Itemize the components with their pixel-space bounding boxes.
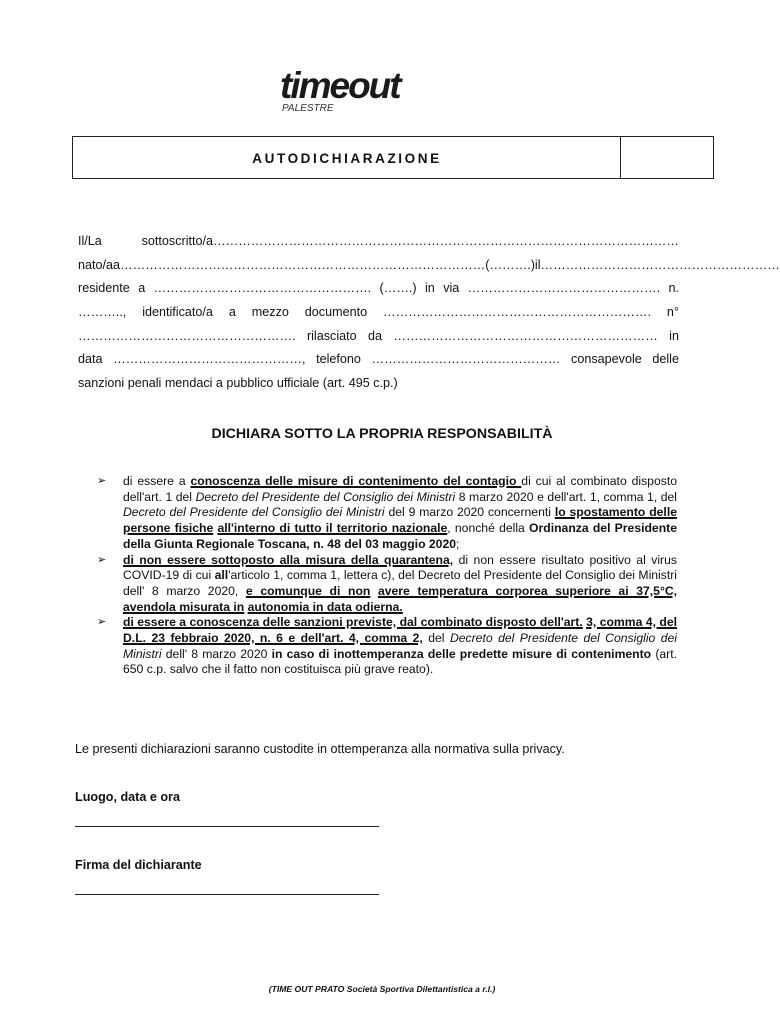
form-text: data [78, 352, 103, 367]
arrow-bullet-icon: ➢ [97, 475, 107, 487]
declaration-text: all'interno di tutto il territorio nazionale [217, 521, 448, 536]
form-text: telefono [316, 352, 361, 367]
form-text: rilasciato [306, 328, 357, 343]
signature-label: Firma del dichiarante [75, 858, 202, 872]
form-text: ……………………………………………. [78, 328, 296, 343]
declaration-text: ; [456, 536, 460, 551]
form-line [78, 304, 679, 328]
declaration-text: all [214, 568, 229, 583]
declaration-text: avere temperatura corporea superiore ai 37,5°C, avendola misurata in [123, 583, 678, 614]
declaration-text: di non essere risultato positivo al virus COVID-19 di cui [123, 552, 677, 583]
declaration-item [97, 615, 677, 678]
timeout-logo [280, 66, 460, 116]
declaration-heading: DICHIARA SOTTO LA PROPRIA RESPONSABILITÀ [211, 426, 553, 442]
declaration-item [97, 553, 677, 616]
form-text: documento [304, 305, 368, 320]
declaration-list [97, 474, 677, 678]
form-text: residente [78, 281, 130, 296]
declaration-text: del 9 marzo 2020 concernenti [384, 505, 555, 520]
form-text: in [669, 328, 679, 343]
declaration-text: e comunque di non [245, 583, 371, 598]
form-line [78, 328, 679, 352]
privacy-note: Le presenti dichiarazioni saranno custodite in ottemperanza alla normativa sulla privacy. [75, 742, 565, 756]
form-text: a [138, 281, 146, 296]
form-text: il………………………………………………… [534, 257, 780, 272]
form-line [78, 257, 780, 281]
form-text: ……………………………………………………… [393, 328, 658, 343]
form-text: identificato/a [142, 305, 213, 320]
personal-data-form [78, 233, 780, 399]
form-text: delle [652, 352, 679, 367]
document-title: AUTODICHIARAZIONE [252, 151, 442, 166]
title-box [72, 136, 714, 179]
declaration-text: 3, comma 4, del D.L. 23 febbraio 2020, n. 6 e dell'art. 4, comma 2, [123, 615, 677, 646]
declaration-item [97, 474, 677, 553]
form-line [78, 233, 679, 257]
declaration-text: di non essere sottoposto alla misura della quarantena, [123, 552, 454, 567]
arrow-bullet-icon: ➢ [97, 553, 107, 566]
place-date-time-label: Luogo, data e ora [75, 790, 180, 804]
declaration-text: Decreto del Presidente del Consiglio dei Ministri [123, 505, 385, 520]
logo-wordmark: timeout [280, 65, 400, 106]
form-line [78, 351, 679, 375]
declaration-text: di cui al combinato disposto dell'art. 1 del [123, 474, 677, 504]
form-text: ………………………………………. [467, 281, 661, 296]
form-text: nato/a [78, 257, 114, 272]
form-text: Il/La [78, 234, 102, 248]
footer-company-note: (TIME OUT PRATO Società Sportiva Dilettantistica a r.l.) [268, 984, 496, 994]
form-text: (…….) [379, 281, 417, 296]
form-text: n. [668, 281, 679, 296]
logo-subtitle: PALESTRE [282, 103, 334, 114]
arrow-bullet-icon: ➢ [97, 616, 107, 629]
form-text: sottoscritto/a………………………………………………………………………………………………… [141, 234, 679, 248]
form-text: a [228, 305, 236, 320]
form-line [78, 375, 679, 399]
declaration-text: di essere a conoscenza delle sanzioni previste, dal combinato disposto dell'art. [123, 615, 583, 630]
form-line [78, 280, 679, 304]
form-text: ……………………………………………. [153, 281, 372, 296]
form-text: ……………………………………… [371, 352, 561, 367]
form-text: in [425, 281, 435, 296]
declaration-text: in caso di inottemperanza delle predette misure di contenimento [271, 646, 652, 661]
form-text: da [367, 328, 382, 343]
title-box-empty-cell [620, 137, 714, 178]
form-text: consapevole [571, 352, 642, 367]
place-date-time-line[interactable] [75, 826, 379, 827]
declaration-text: Decreto del Presidente del Consiglio dei Ministri [123, 631, 678, 661]
declaration-text: di essere a [123, 474, 191, 488]
form-text: sanzioni penali mendaci a pubblico ufficiale (art. 495 c.p.) [78, 376, 398, 391]
declaration-text: Ordinanza del Presidente della Giunta Regionale Toscana, n. 48 del 03 maggio 2020 [123, 521, 677, 551]
form-text: via [443, 281, 460, 296]
form-text: ……….., [78, 305, 127, 320]
declaration-text: 'articolo 1, comma 1, lettera c), del Decreto del Presidente del Consiglio dei Ministri dell' 8 marzo 2020, [123, 568, 678, 598]
declaration-text: del [422, 631, 450, 646]
form-text: n° [666, 305, 679, 320]
form-text: ………………………………………………………. [383, 305, 651, 320]
declaration-text: autonomia in data odierna. [247, 599, 403, 614]
declaration-text: 8 marzo 2020 e dell'art. 1, comma 1, del [455, 489, 677, 504]
declaration-text: conoscenza delle misure di contenimento del contagio [190, 474, 522, 488]
form-text: mezzo [251, 305, 289, 320]
signature-line[interactable] [75, 894, 379, 895]
form-text: ………………………………………, [113, 352, 306, 367]
declaration-text: (art. 650 c.p. salvo che il fatto non costituisca più grave reato). [123, 646, 677, 677]
form-text: ……………………………………………………………………………(……….) [120, 257, 535, 272]
declaration-text: dell' 8 marzo 2020 [161, 646, 272, 661]
declaration-text: , nonché della [447, 521, 530, 536]
declaration-text: lo spostamento delle persone fisiche [123, 505, 677, 536]
declaration-text [370, 584, 378, 598]
declaration-text: Decreto del Presidente del Consiglio dei Ministri [195, 489, 456, 504]
form-text: a [113, 257, 121, 272]
